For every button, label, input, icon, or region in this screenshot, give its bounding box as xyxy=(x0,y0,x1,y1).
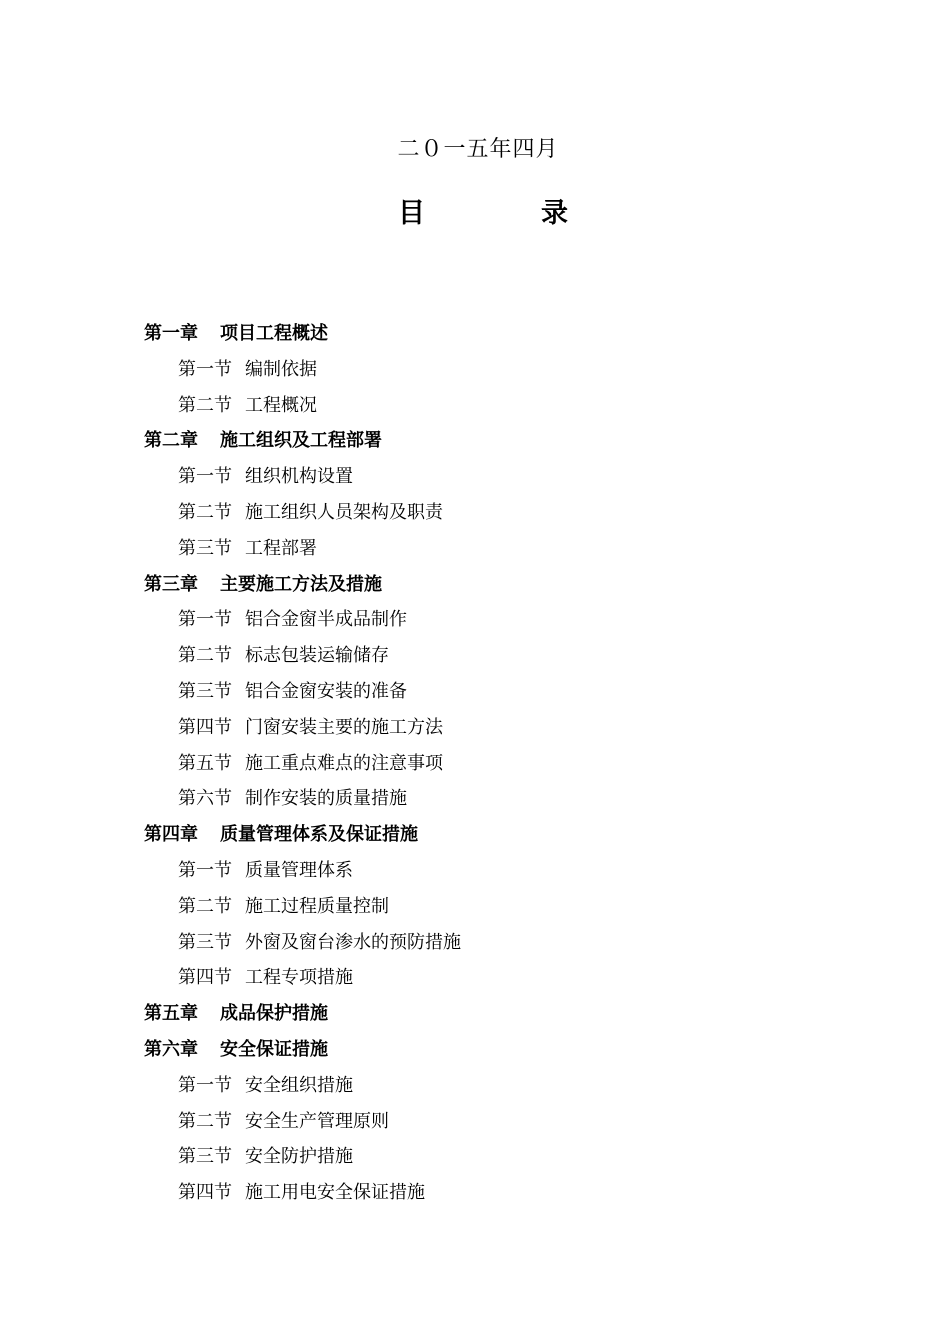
chapter-title: 安全保证措施 xyxy=(220,1038,328,1060)
section-number: 第一节 xyxy=(178,1074,232,1096)
section-number: 第二节 xyxy=(178,394,232,416)
section-title: 工程专项措施 xyxy=(245,967,353,989)
chapter-title: 主要施工方法及措施 xyxy=(220,573,382,595)
chapter-number: 第二章 xyxy=(144,430,198,452)
section-title: 施工用电安全保证措施 xyxy=(245,1182,425,1204)
section-title: 安全组织措施 xyxy=(245,1074,353,1096)
toc-section-entry[interactable] xyxy=(144,1104,844,1140)
toc-section-entry[interactable] xyxy=(144,602,844,638)
section-title: 安全生产管理原则 xyxy=(245,1110,389,1132)
toc-section-entry[interactable] xyxy=(144,960,844,996)
section-number: 第三节 xyxy=(178,1146,232,1168)
section-title: 铝合金窗安装的准备 xyxy=(245,680,407,702)
chapter-number: 第三章 xyxy=(144,573,198,595)
toc-section-entry[interactable] xyxy=(144,638,844,674)
toc-section-entry[interactable] xyxy=(144,925,844,961)
section-title: 施工组织人员架构及职责 xyxy=(245,501,443,523)
table-of-contents xyxy=(144,316,844,1211)
section-title: 工程部署 xyxy=(245,537,317,559)
section-number: 第五节 xyxy=(178,752,232,774)
section-title: 门窗安装主要的施工方法 xyxy=(245,716,443,738)
chapter-title: 成品保护措施 xyxy=(220,1003,328,1025)
section-title: 铝合金窗半成品制作 xyxy=(245,609,407,631)
toc-chapter-entry[interactable] xyxy=(144,316,844,352)
toc-section-entry[interactable] xyxy=(144,352,844,388)
section-number: 第一节 xyxy=(178,859,232,881)
section-number: 第四节 xyxy=(178,716,232,738)
section-number: 第四节 xyxy=(178,1182,232,1204)
section-title: 质量管理体系 xyxy=(245,859,353,881)
toc-heading-right: 录 xyxy=(541,198,568,229)
chapter-number: 第四章 xyxy=(144,824,198,846)
toc-section-entry[interactable] xyxy=(144,889,844,925)
toc-section-entry[interactable] xyxy=(144,1175,844,1211)
chapter-number: 第五章 xyxy=(144,1003,198,1025)
toc-section-entry[interactable] xyxy=(144,710,844,746)
section-title: 工程概况 xyxy=(245,394,317,416)
section-number: 第二节 xyxy=(178,645,232,667)
document-date: 二０一五年四月 xyxy=(397,137,559,162)
section-number: 第二节 xyxy=(178,501,232,523)
section-number: 第六节 xyxy=(178,788,232,810)
chapter-title: 项目工程概述 xyxy=(220,323,328,344)
section-title: 编制依据 xyxy=(245,358,317,380)
toc-heading xyxy=(398,194,568,234)
section-number: 第二节 xyxy=(178,895,232,917)
toc-section-entry[interactable] xyxy=(144,459,844,495)
toc-section-entry[interactable] xyxy=(144,674,844,710)
section-title: 安全防护措施 xyxy=(245,1146,353,1168)
section-title: 外窗及窗台渗水的预防措施 xyxy=(245,931,461,953)
section-number: 第三节 xyxy=(178,931,232,953)
toc-section-entry[interactable] xyxy=(144,495,844,531)
toc-section-entry[interactable] xyxy=(144,853,844,889)
section-title: 标志包装运输储存 xyxy=(245,645,389,667)
toc-section-entry[interactable] xyxy=(144,531,844,567)
section-number: 第一节 xyxy=(178,466,232,488)
toc-section-entry[interactable] xyxy=(144,781,844,817)
toc-chapter-entry[interactable] xyxy=(144,423,844,459)
section-title: 组织机构设置 xyxy=(245,466,353,488)
toc-section-entry[interactable] xyxy=(144,1139,844,1175)
toc-section-entry[interactable] xyxy=(144,746,844,782)
toc-chapter-entry[interactable] xyxy=(144,1032,844,1068)
toc-chapter-entry[interactable] xyxy=(144,817,844,853)
toc-heading-left: 目 xyxy=(398,198,425,229)
toc-chapter-entry[interactable] xyxy=(144,567,844,603)
section-number: 第四节 xyxy=(178,967,232,989)
section-number: 第一节 xyxy=(178,358,232,380)
toc-section-entry[interactable] xyxy=(144,1068,844,1104)
toc-section-entry[interactable] xyxy=(144,388,844,424)
section-number: 第三节 xyxy=(178,680,232,702)
toc-chapter-entry[interactable] xyxy=(144,996,844,1032)
section-title: 施工过程质量控制 xyxy=(245,895,389,917)
chapter-title: 质量管理体系及保证措施 xyxy=(220,824,418,846)
chapter-number: 第六章 xyxy=(144,1038,198,1060)
section-title: 制作安装的质量措施 xyxy=(245,788,407,810)
section-title: 施工重点难点的注意事项 xyxy=(245,752,443,774)
section-number: 第二节 xyxy=(178,1110,232,1132)
section-number: 第一节 xyxy=(178,609,232,631)
chapter-title: 施工组织及工程部署 xyxy=(220,430,382,452)
chapter-number: 第一章 xyxy=(144,323,198,344)
section-number: 第三节 xyxy=(178,537,232,559)
